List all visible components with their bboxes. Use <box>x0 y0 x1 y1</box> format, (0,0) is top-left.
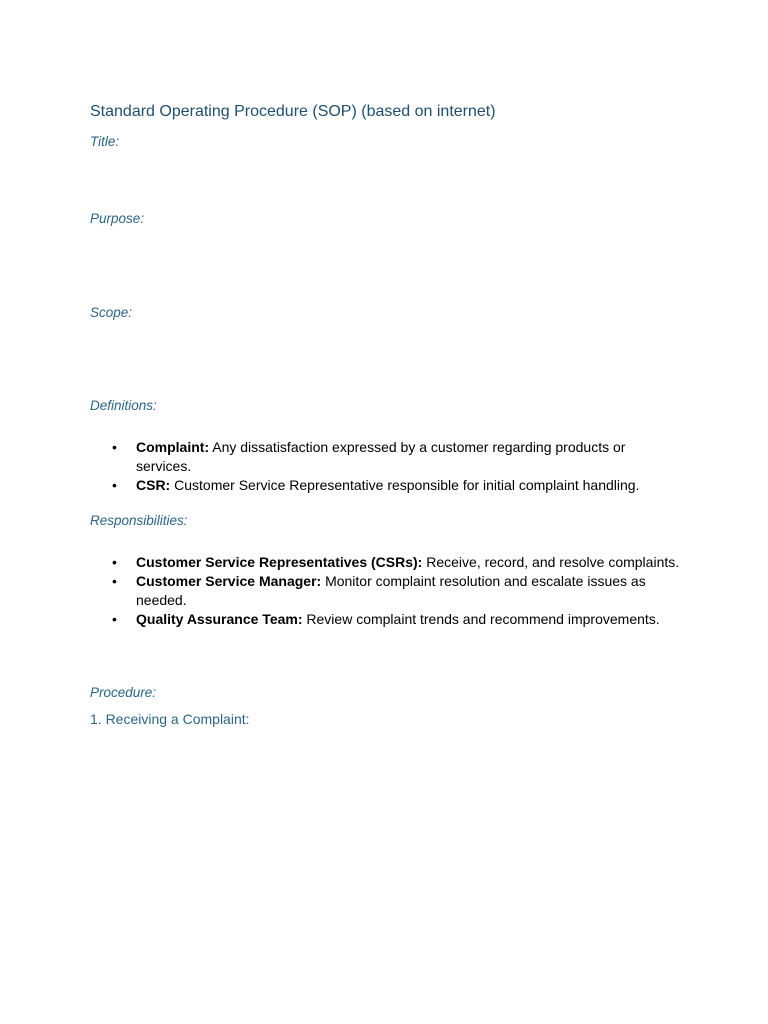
responsibility-text: Monitor complaint resolution and escalate issues as needed. <box>136 573 646 608</box>
definition-text: Any dissatisfaction expressed by a customer regarding products or services. <box>136 439 626 474</box>
procedure-label: Procedure: <box>90 685 157 700</box>
responsibility-role: Quality Assurance Team: <box>136 611 303 627</box>
bullet-icon: • <box>112 573 117 589</box>
list-item <box>90 476 680 495</box>
list-item <box>90 610 680 629</box>
list-item <box>90 438 680 476</box>
responsibility-text: Receive, record, and resolve complaints. <box>422 554 680 570</box>
definition-text: Customer Service Representative responsible for initial complaint handling. <box>170 477 640 493</box>
list-item <box>90 572 680 610</box>
bullet-icon: • <box>112 554 117 570</box>
responsibilities-label: Responsibilities: <box>90 513 188 528</box>
scope-label: Scope: <box>90 305 133 320</box>
responsibility-text: Review complaint trends and recommend improvements. <box>302 611 660 627</box>
definitions-list <box>90 438 680 495</box>
definition-term: CSR: <box>136 477 171 493</box>
definitions-label: Definitions: <box>90 398 157 413</box>
definition-term: Complaint: <box>136 439 210 455</box>
document-title: Standard Operating Procedure (SOP) (based on internet) <box>90 103 496 120</box>
procedure-step-heading: 1. Receiving a Complaint: <box>90 711 250 727</box>
list-item <box>90 553 680 572</box>
bullet-icon: • <box>112 611 117 627</box>
responsibility-role: Customer Service Manager: <box>136 573 322 589</box>
responsibility-role: Customer Service Representatives (CSRs): <box>136 554 423 570</box>
bullet-icon: • <box>112 439 117 455</box>
responsibilities-list <box>90 553 680 629</box>
purpose-label: Purpose: <box>90 211 145 226</box>
title-label: Title: <box>90 134 120 149</box>
bullet-icon: • <box>112 477 117 493</box>
